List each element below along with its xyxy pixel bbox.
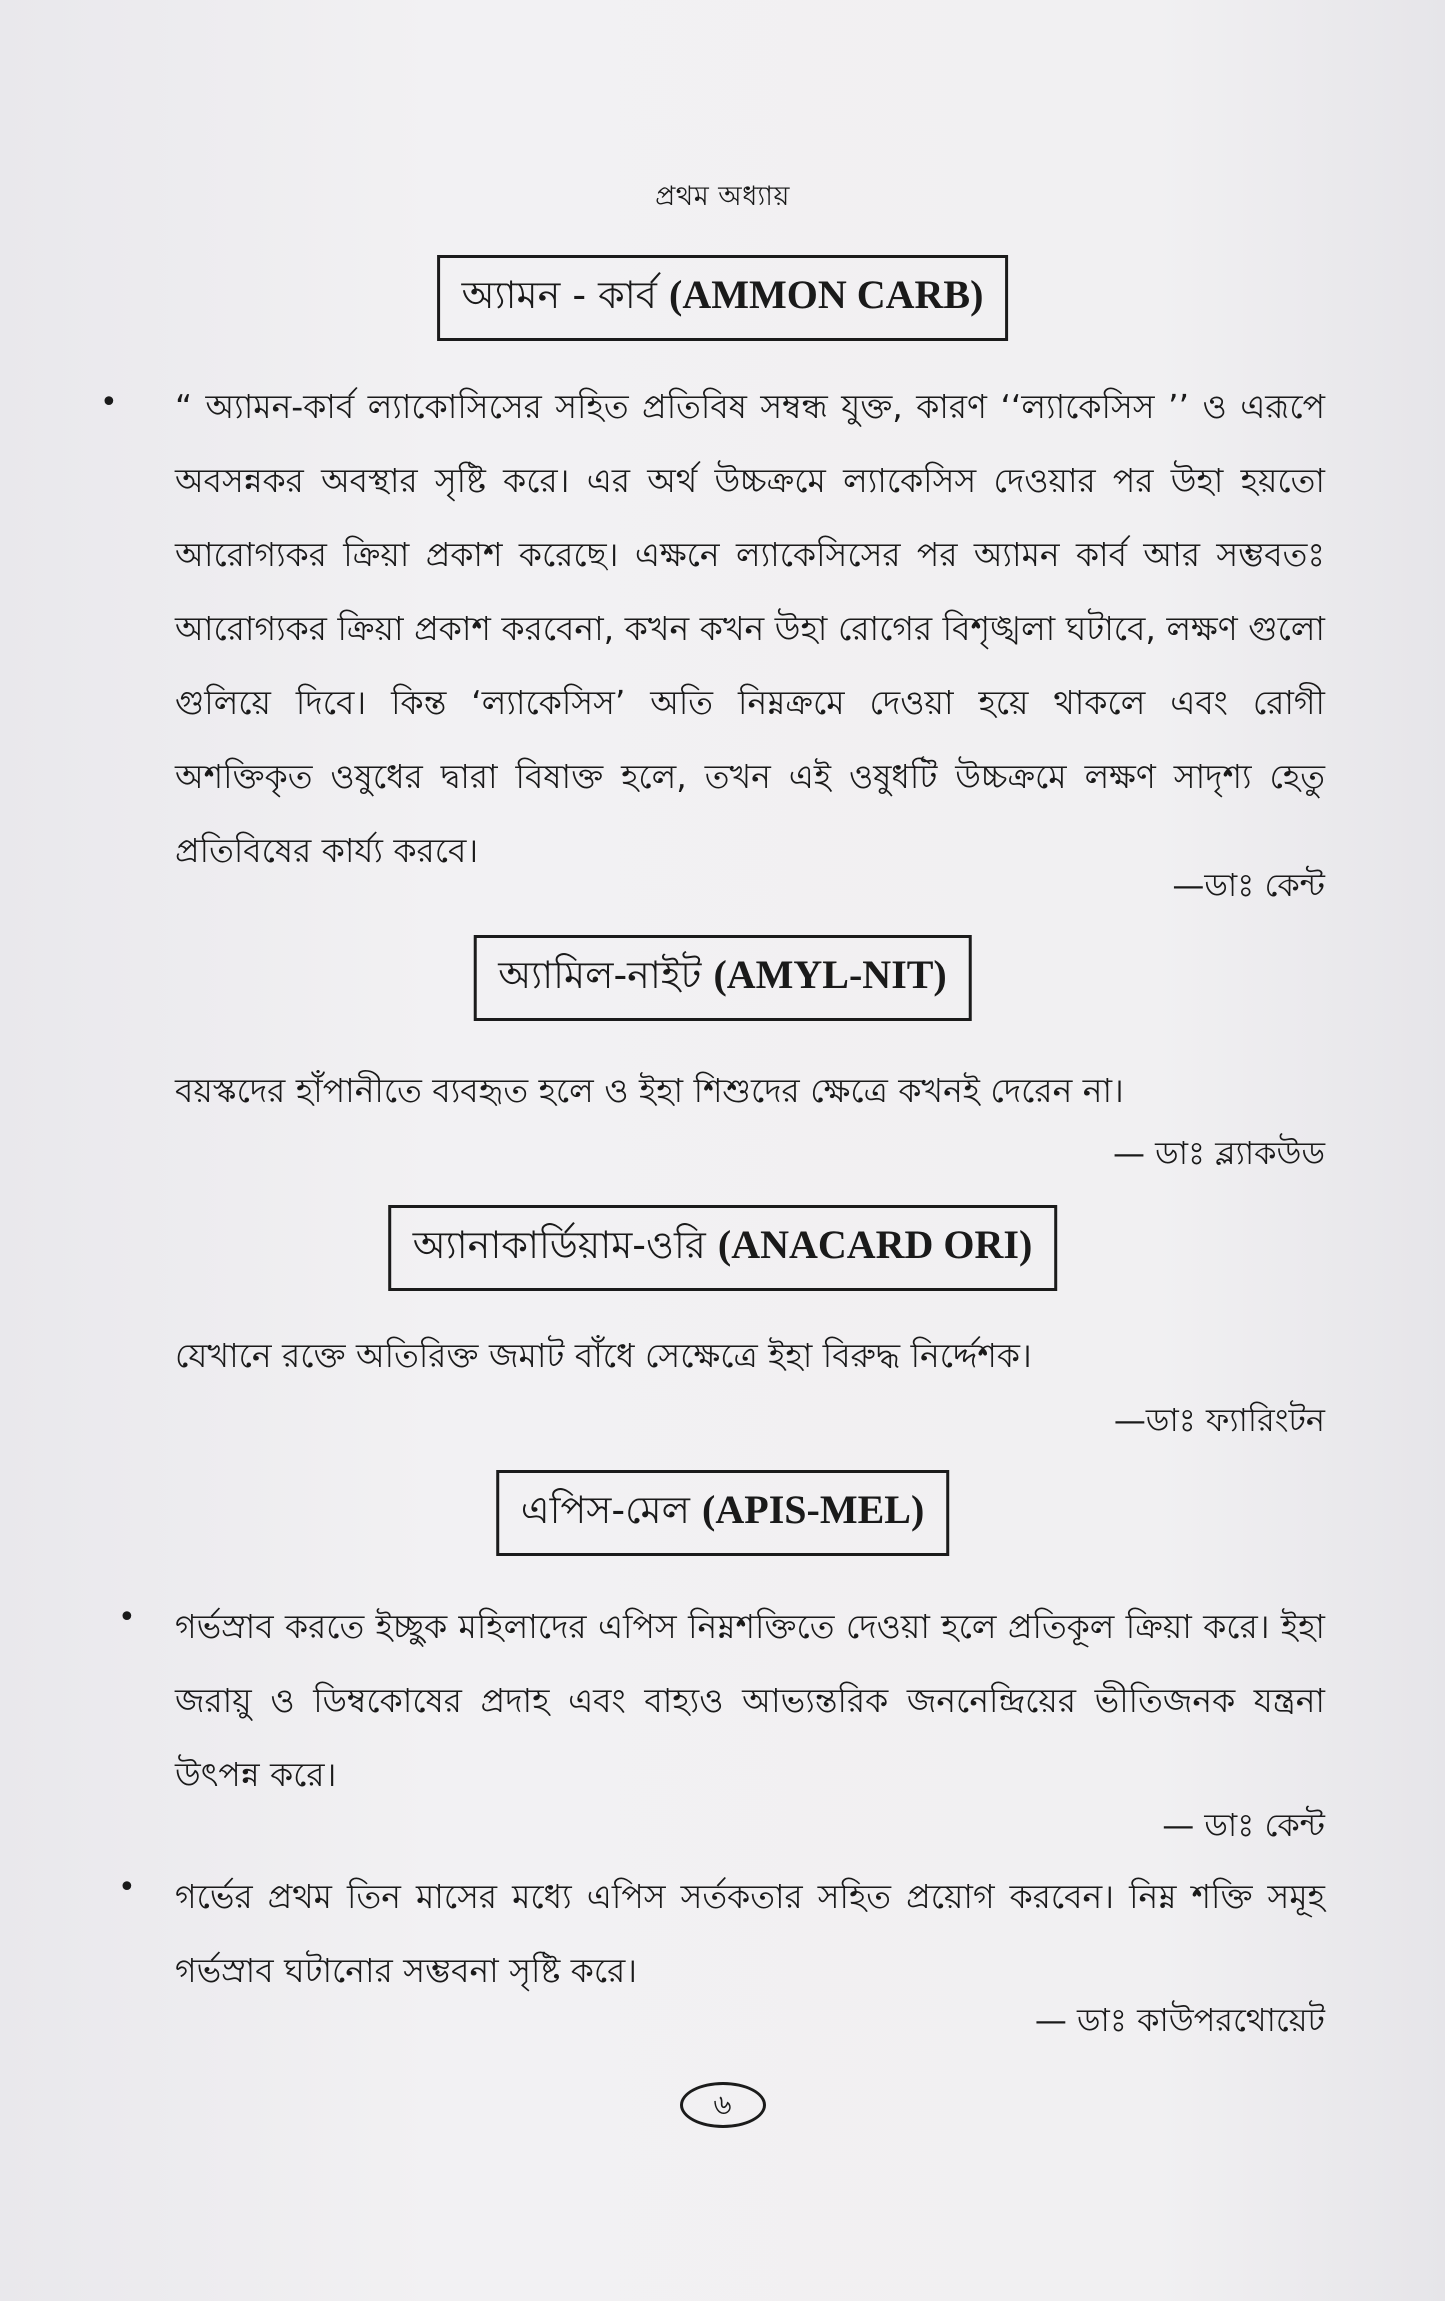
attribution: — ডাঃ ব্ল্যাকউড (1112, 1134, 1325, 1172)
bullet-point: • (100, 385, 118, 420)
section-title-bn: অ্যামিল-নাইট (498, 953, 702, 997)
section-title-amyl-nit (473, 935, 972, 1021)
section-title-ammon-carb (437, 255, 1009, 341)
attribution: — ডাঃ কাউপরথোয়েট (1034, 2001, 1325, 2039)
section-title-en: (ANACARD ORI) (717, 1222, 1033, 1267)
section-title-bn: অ্যামন - কার্ব (461, 273, 657, 317)
chapter-heading: প্রথম অধ্যায় (655, 181, 790, 212)
section-title-apis-mel (496, 1470, 950, 1556)
bullet-point: • (118, 1600, 136, 1635)
attribution: —ডাঃ ফ্যারিংটন (1113, 1401, 1325, 1439)
section-title-anacard-ori (388, 1205, 1058, 1291)
section-title-en: (AMMON CARB) (669, 272, 984, 317)
attribution: — ডাঃ কেন্ট (1162, 1806, 1325, 1844)
attribution: —ডাঃ কেন্ট (1172, 866, 1325, 904)
section-paragraph: যেখানে রক্তে অতিরিক্ত জমাট বাঁধে সেক্ষেত্রে ইহা বিরুদ্ধ নির্দ্দেশক। (175, 1336, 1032, 1375)
section-title-bn: এপিস-মেল (520, 1488, 690, 1532)
section-paragraph: গর্ভস্রাব করতে ইচ্ছুক মহিলাদের এপিস নিম্নশক্তিতে দেওয়া হলে প্রতিকূল ক্রিয়া করে। ইহা জরায়ু ও ডিম্বকোষের প্রদাহ এবং বাহ্যও আভ্যন্তরিক জননেন্দ্রিয়ের ভীতিজনক যন্ত্রনা উৎপন্ন করে। (175, 1607, 1325, 1794)
bullet-point: • (118, 1870, 136, 1905)
section-paragraph: বয়স্কদের হাঁপানীতে ব্যবহৃত হলে ও ইহা শিশুদের ক্ষেত্রে কখনই দেরেন না। (175, 1071, 1124, 1110)
section-paragraph: গর্ভের প্রথম তিন মাসের মধ্যে এপিস সর্তকতার সহিত প্রয়োগ করবেন। নিম্ন শক্তি সমূহ গর্ভস্রাব ঘটানোর সম্ভবনা সৃষ্টি করে। (175, 1877, 1325, 1990)
section-title-bn: অ্যানাকার্ডিয়াম-ওরি (412, 1223, 706, 1267)
page-number: ৬ (680, 2082, 766, 2128)
section-title-en: (AMYL-NIT) (713, 952, 947, 997)
section-paragraph: “ অ্যামন-কার্ব ল্যাকোসিসের সহিত প্রতিবিষ সম্বন্ধ যুক্ত, কারণ ‘‘ল্যাকেসিস ’’ ও এরূপে অবসন্নকর অবস্থার সৃষ্টি করে। এর অর্থ উচ্চক্রমে ল্যাকেসিস দেওয়ার পর উহা হয়তো আরোগ্যকর ক্রিয়া প্রকাশ করেছে। এক্ষনে ল্যাকেসিসের পর অ্যামন কার্ব আর সম্ভবতঃ আরোগ্যকর ক্রিয়া প্রকাশ করবেনা, কখন কখন উহা রোগের বিশৃঙ্খলা ঘটাবে, লক্ষণ গুলো গুলিয়ে দিবে। কিন্ত ‘ল্যাকেসিস’ অতি নিম্নক্রমে দেওয়া হয়ে থাকলে এবং রোগী অশক্তিকৃত ওষুধের দ্বারা বিষাক্ত হলে, তখন এই ওষুধটি উচ্চক্রমে লক্ষণ সাদৃশ্য হেতু প্রতিবিষের কার্য্য করবে। (175, 387, 1325, 870)
section-title-en: (APIS-MEL) (702, 1487, 925, 1532)
